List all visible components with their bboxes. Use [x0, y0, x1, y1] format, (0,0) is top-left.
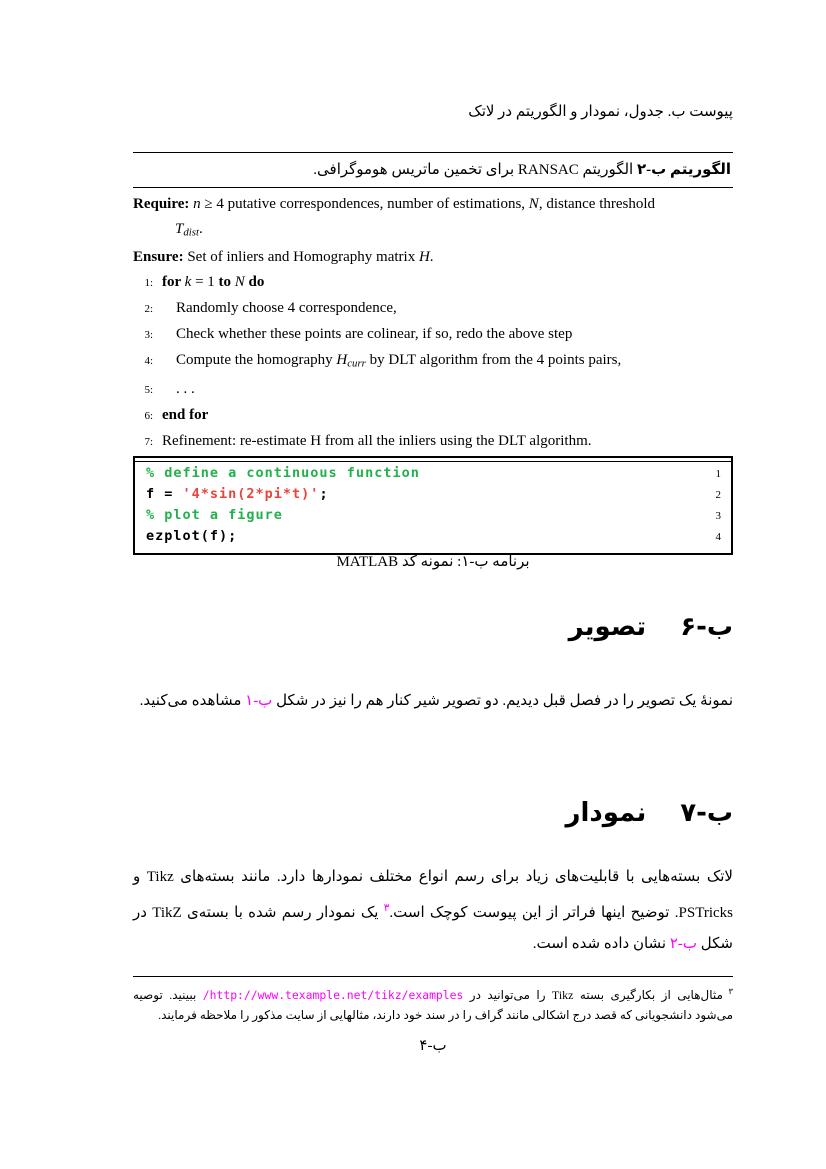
step-text: for k = 1 to N do	[162, 274, 265, 291]
code-text: % define a continuous function	[146, 465, 420, 481]
algorithm-step-7	[133, 429, 733, 455]
step-number: 7:	[144, 435, 153, 448]
algorithm-caption-label: الگوریتم ب-۲	[636, 162, 731, 178]
section-heading-b7	[133, 798, 733, 828]
step-number: 5:	[144, 383, 153, 396]
code-line-4	[146, 526, 721, 547]
step-text: . . .	[176, 380, 195, 397]
code-line-number: 4	[715, 531, 721, 543]
texample-url-link[interactable]: http://www.texample.net/tikz/examples/	[202, 988, 464, 1002]
step-text: end for	[162, 406, 209, 423]
algorithm-step-1	[133, 270, 733, 296]
step-number: 1:	[144, 277, 153, 290]
algorithm-caption-text: الگوریتم RANSAC برای تخمین ماتریس هوموگرافی.	[313, 162, 637, 178]
footnote-ref-3[interactable]: ۳	[383, 903, 390, 914]
step-text: Compute the homography Hcurr by DLT algorithm from the 4 points pairs,	[176, 352, 622, 370]
code-line-2	[146, 484, 721, 505]
footnote-rule	[133, 976, 733, 977]
step-number: 6:	[144, 409, 153, 422]
section-title: تصویر	[568, 612, 647, 642]
step-number: 2:	[144, 303, 153, 316]
paragraph-chart-section: لاتک بسته‌هایی با قابلیت‌های زیاد برای رسم انواع مختلف نمودارها دارد. مانند بسته‌های Tikz و PSTricks. توضیح اینها فراتر از این پیوست کوچک است.$^۳$ یک نمودار رسم شده با بسته‌ی TikZ در شکل ب-۲ نشان داده شده است.	[133, 869, 733, 952]
section-number: ب-۷	[680, 798, 733, 828]
algorithm-ensure-line: Ensure: Set of inliers and Homography matrix H.	[133, 249, 434, 266]
step-text: Refinement: re-estimate H from all the inliers using the DLT algorithm.	[162, 432, 592, 449]
algorithm-float	[133, 152, 733, 462]
step-text: Check whether these points are colinear, if so, redo the above step	[176, 326, 573, 343]
paragraph-image-section: نمونهٔ یک تصویر را در فصل قبل دیدیم. دو تصویر شیر کنار هم را نیز در شکل ب-۱ مشاهده می‌کنید.	[139, 693, 733, 709]
footnote-marker: ۳	[722, 987, 733, 996]
code-text: ezplot(f);	[146, 528, 238, 544]
code-text: f = '4*sin(2*pi*t)';	[146, 486, 329, 502]
running-header: پیوست ب. جدول، نمودار و الگوریتم در لاتک	[468, 104, 733, 120]
page-number: ب-۴	[419, 1038, 447, 1054]
algorithm-step-5	[133, 377, 733, 403]
step-number: 3:	[144, 329, 153, 342]
algorithm-body	[133, 188, 733, 461]
section-title: نمودار	[565, 798, 647, 828]
algorithm-require-line: Require: n ≥ 4 putative correspondences, number of estimations, N, distance threshold	[133, 196, 656, 212]
algorithm-step-3	[133, 322, 733, 348]
code-line-number: 3	[715, 510, 721, 522]
code-text: % plot a figure	[146, 507, 283, 523]
step-number: 4:	[144, 355, 153, 368]
section-heading-b6	[133, 612, 733, 642]
footnote-text: $^۳$ مثال‌هایی از بکارگیری بسته Tikz را می‌توانید در http://www.texample.net/tikz/examples/ ببینید. توصیه می‌شود دانشجویانی که قصد درج اشکالی مانند گراف را در سند خود دارند، مثالهایی از سایت مذکور را ملاحظه فرمایند.	[133, 987, 733, 1022]
code-line-number: 1	[715, 468, 721, 480]
code-listing	[133, 456, 733, 555]
step-text: Randomly choose 4 correspondence,	[176, 300, 397, 317]
code-listing-caption: برنامه ب-۱: نمونه کد MATLAB	[336, 554, 530, 570]
section-number: ب-۶	[680, 612, 733, 642]
code-line-number: 2	[715, 489, 721, 501]
algorithm-step-4	[133, 348, 733, 376]
algorithm-require-continuation: Tdist.	[175, 221, 203, 239]
code-line-3	[146, 505, 721, 526]
algorithm-caption	[133, 153, 733, 187]
algorithm-step-6	[133, 403, 733, 429]
algorithm-step-2	[133, 296, 733, 322]
figure-ref-b1[interactable]: ب-۱	[245, 693, 273, 709]
figure-ref-b2[interactable]: ب-۲	[669, 936, 698, 952]
code-line-1	[146, 463, 721, 484]
